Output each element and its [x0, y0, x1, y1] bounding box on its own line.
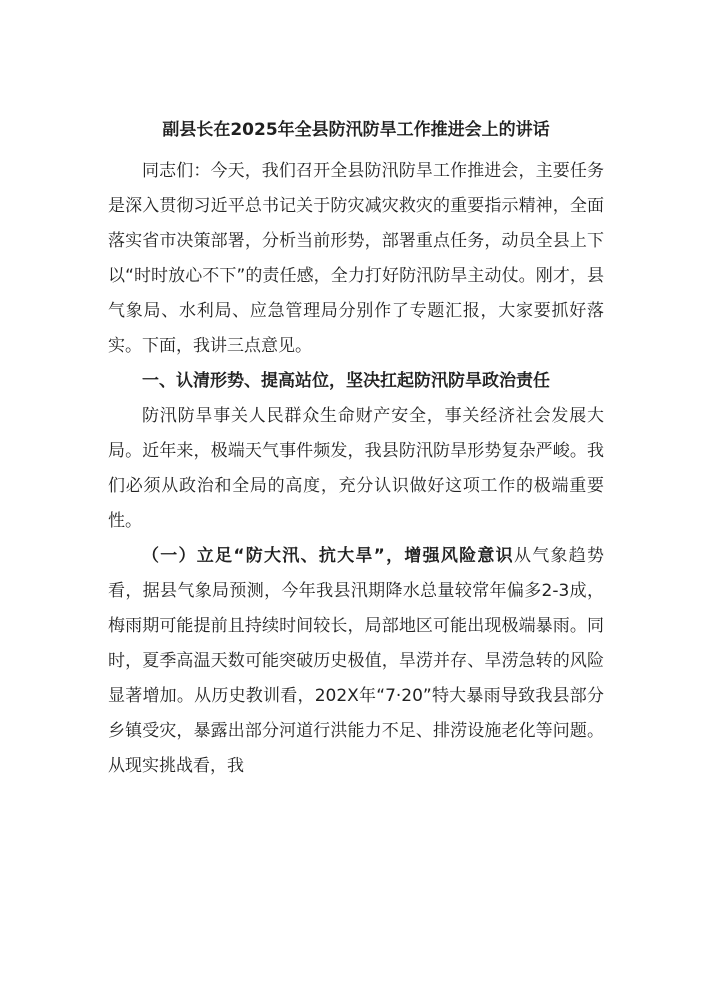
opening-paragraph: 同志们：今天，我们召开全县防汛防旱工作推进会，主要任务是深入贯彻习近平总书记关于防灾减灾救灾的重要指示精神，全面落实省市决策部署，分析当前形势，部署重点任务，动员全县上下以“时时放心不下”的责任感，全力打好防汛防旱主动仗。刚才，县气象局、水利局、应急管理局分别作了专题汇报，大家要抓好落实。下面，我讲三点意见。: [108, 161, 604, 356]
section-1-paragraph: 防汛防旱事关人民群众生命财产安全，事关经济社会发展大局。近年来，极端天气事件频发，我县防汛防旱形势复杂严峻。我们必须从政治和全局的高度，充分认识做好这项工作的极端重要性。: [108, 406, 604, 531]
subsection-heading-1: （一）立足“防大汛、抗大旱”，增强风险意识: [142, 546, 514, 566]
document-body: [108, 116, 604, 784]
page-title: 副县长在2025年全县防汛防旱工作推进会上的讲话: [162, 120, 550, 140]
subsection-1-body: 从气象趋势看，据县气象局预测，今年我县汛期降水总量较常年偏多2-3成，梅雨期可能提前且持续时间较长，局部地区可能出现极端暴雨。同时，夏季高温天数可能突破历史极值，旱涝并存、旱涝急转的风险显著增加。从历史教训看，202X年“7·20”特大暴雨导致我县部分乡镇受灾，暴露出部分河道行洪能力不足、排涝设施老化等问题。从现实挑战看，我: [108, 546, 604, 776]
section-heading-1: 一、认清形势、提高站位，坚决扛起防汛防旱政治责任: [142, 371, 550, 391]
subsection-1-paragraph: [108, 539, 604, 784]
